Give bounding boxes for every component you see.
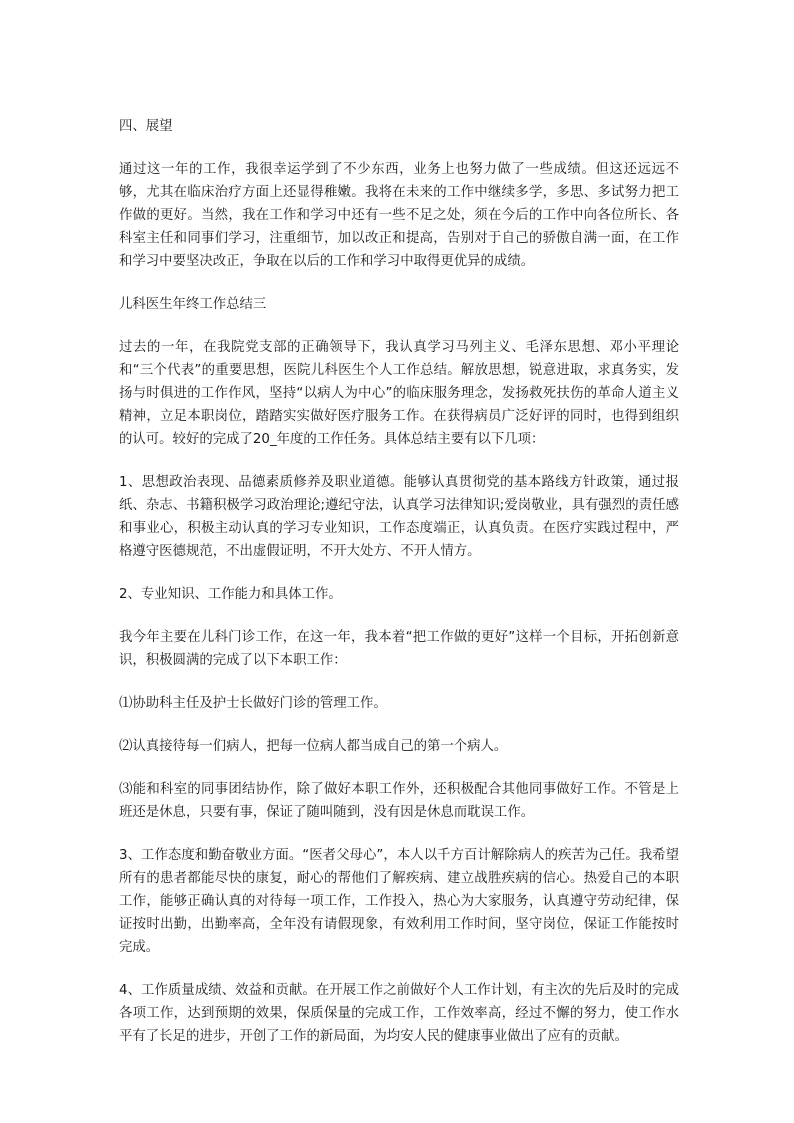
- list-item-sub-2: ⑵认真接待每一们病人，把每一位病人都当成自己的第一个病人。: [119, 739, 508, 754]
- list-item-sub-3: ⑶能和科室的同事团结协作，除了做好本职工作外，还积极配合其他同事做好工作。不管是上班还是休息，只要有事，保证了随叫随到，没有因是休息而耽误工作。: [119, 782, 679, 820]
- paragraph-item-2-body: 我今年主要在儿科门诊工作，在这一年，我本着“把工作做的更好”这样一个目标，开拓创新意识，积极圆满的完成了以下本职工作：: [119, 630, 679, 668]
- paragraph-item-3: 3、工作态度和勤奋敬业方面。“医者父母心”，本人以千方百计解除病人的疾苦为己任。我希望所有的患者都能尽快的康复，耐心的帮他们了解疾病、建立战胜疾病的信心。热爱自己的本职工作，能够正确认真的对待每一项工作，工作投入，热心为大家服务，认真遵守劳动纪律，保证按时出勤，出勤率高，全年没有请假现象，有效利用工作时间，坚守岗位，保证工作能按时完成。: [119, 848, 679, 955]
- paragraph-item-4: 4、工作质量成绩、效益和贡献。在开展工作之前做好个人工作计划，有主次的先后及时的完成各项工作，达到预期的效果，保质保量的完成工作，工作效率高，经过不懈的努力，使工作水平有了长足的进步，开创了工作的新局面，为均安人民的健康事业做出了应有的贡献。: [119, 983, 679, 1044]
- paragraph-item-2-heading: 2、专业知识、工作能力和具体工作。: [119, 587, 342, 602]
- paragraph-intro: 过去的一年，在我院党支部的正确领导下，我认真学习马列主义、毛泽东思想、邓小平理论和“三个代表”的重要思想，医院儿科医生个人工作总结。解放思想，锐意进取，求真务实，发扬与时俱进的工作作风，坚持“以病人为中心”的临床服务理念，发扬救死扶伤的革命人道主义精神，立足本职岗位，踏踏实实做好医疗服务工作。在获得病员广泛好评的同时，也得到组织的认可。较好的完成了20_年度的工作任务。具体总结主要有以下几项：: [119, 340, 679, 447]
- paragraph-outlook: 通过这一年的工作，我很幸运学到了不少东西，业务上也努力做了一些成绩。但这还远远不够，尤其在临床治疗方面上还显得稚嫩。我将在未来的工作中继续多学，多思、多试努力把工作做的更好。当然，我在工作和学习中还有一些不足之处，须在今后的工作中向各位所长、各科室主任和同事们学习，注重细节，加以改正和提高，告别对于自己的骄傲自满一面，在工作和学习中要坚决改正，争取在以后的工作和学习中取得更优异的成绩。: [119, 162, 679, 269]
- document-body: [119, 115, 679, 1048]
- document-subtitle: 儿科医生年终工作总结三: [119, 297, 267, 312]
- section-heading-outlook: 四、展望: [119, 119, 173, 134]
- list-item-sub-1: ⑴协助科主任及护士长做好门诊的管理工作。: [119, 696, 387, 711]
- paragraph-item-1: 1、思想政治表现、品德素质修养及职业道德。能够认真贯彻党的基本路线方针政策，通过报纸、杂志、书籍积极学习政治理论;遵纪守法，认真学习法律知识;爱岗敬业，具有强烈的责任感和事业心，积极主动认真的学习专业知识，工作态度端正，认真负责。在医疗实践过程中，严格遵守医德规范，不出虚假证明，不开大处方、不开人情方。: [119, 475, 679, 559]
